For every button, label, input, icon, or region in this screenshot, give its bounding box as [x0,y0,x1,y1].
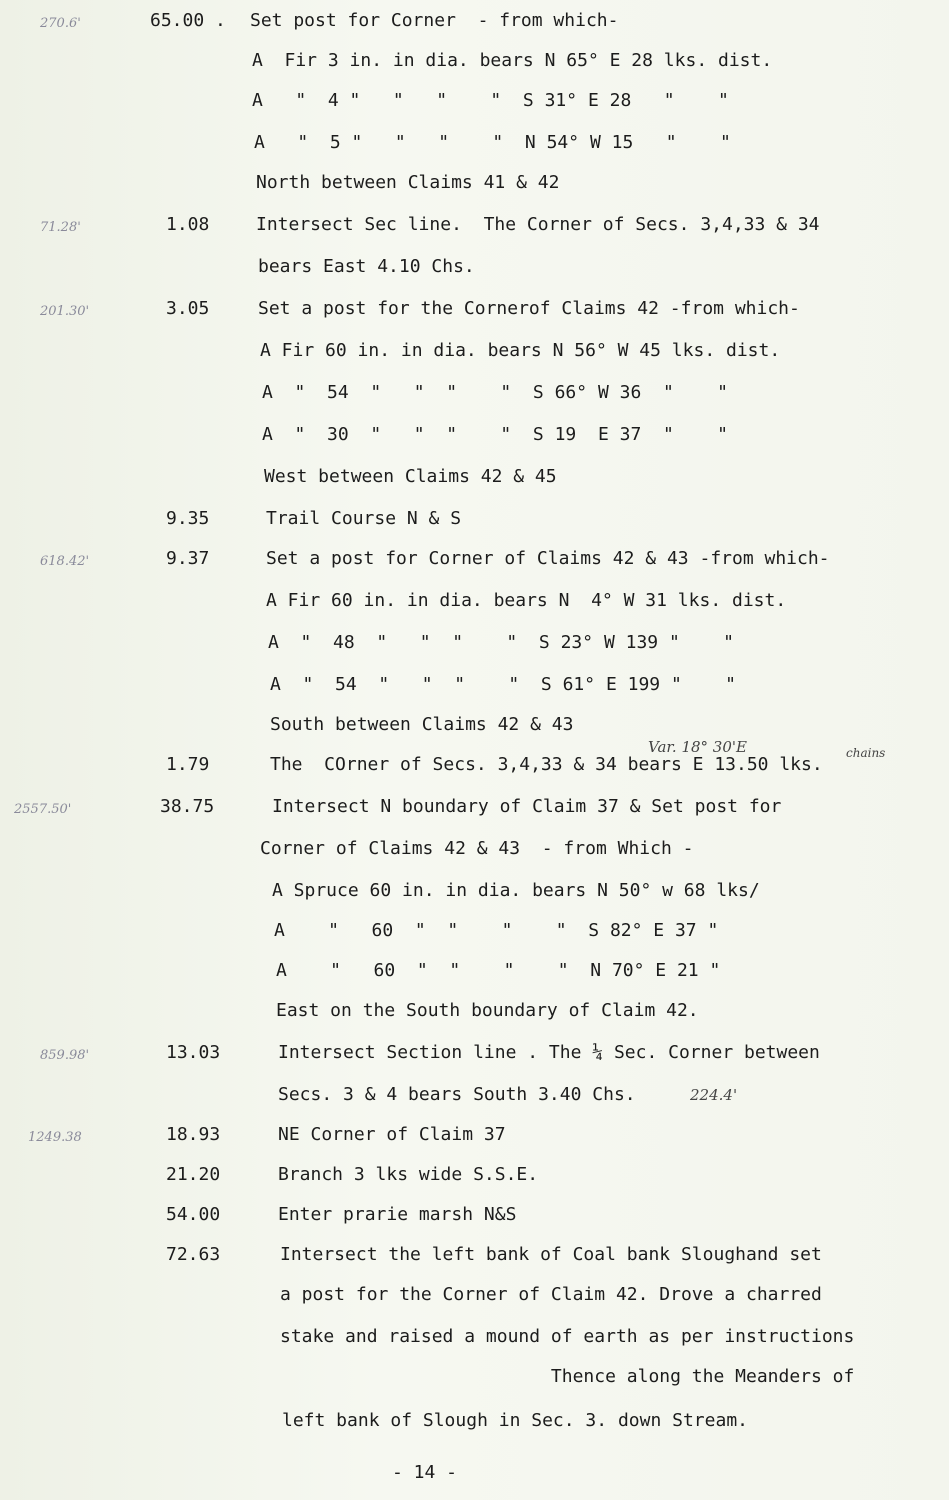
field-note-line: NE Corner of Claim 37 [278,1124,506,1145]
field-note-line: A " 30 " " " " S 19 E 37 " " [262,424,728,445]
distance-chains: 13.03 [166,1042,221,1063]
margin-annotation: 859.98' [40,1048,90,1063]
field-note-line: Secs. 3 & 4 bears South 3.40 Chs. [278,1084,636,1105]
field-note-line: stake and raised a mound of earth as per instructions [280,1326,855,1347]
field-note-line: South between Claims 42 & 43 [270,714,574,735]
field-note-line: Corner of Claims 42 & 43 - from Which - [260,838,694,859]
field-note-line: A " 48 " " " " S 23° W 139 " " [268,632,734,653]
distance-chains: 3.05 [166,298,210,319]
field-note-line: The COrner of Secs. 3,4,33 & 34 bears E 13.50 lks. [270,754,823,775]
field-note-line: Set a post for the Cornerof Claims 42 -from which- [258,298,800,319]
field-note-line: East on the South boundary of Claim 42. [276,1000,699,1021]
margin-annotation: 270.6' [40,16,81,31]
handwritten-note: Var. 18° 30'E [648,738,747,756]
distance-chains: 1.79 [166,754,210,775]
margin-annotation: 2557.50' [14,802,72,817]
distance-chains: 21.20 [166,1164,221,1185]
field-note-line: A " 54 " " " " S 66° W 36 " " [262,382,728,403]
page-number: - 14 - [392,1462,458,1483]
field-note-line: A " 4 " " " " S 31° E 28 " " [252,90,729,111]
margin-annotation: 201.30' [40,304,90,319]
distance-chains: 9.37 [166,548,210,569]
field-note-line: Intersect N boundary of Claim 37 & Set post for [272,796,782,817]
margin-annotation: 618.42' [40,554,90,569]
field-note-line: A Fir 60 in. in dia. bears N 4° W 31 lks. dist. [266,590,787,611]
field-note-line: bears East 4.10 Chs. [258,256,475,277]
field-note-line: Thence along the Meanders of [280,1366,855,1387]
field-note-line: Trail Course N & S [266,508,462,529]
field-note-line: Branch 3 lks wide S.S.E. [278,1164,539,1185]
field-note-line: North between Claims 41 & 42 [256,172,560,193]
field-note-line: Set post for Corner - from which- [250,10,619,31]
field-note-line: Enter prarie marsh N&S [278,1204,517,1225]
field-note-line: Intersect the left bank of Coal bank Sloughand set [280,1244,822,1265]
margin-annotation: 71.28' [40,220,81,235]
distance-chains: 18.93 [166,1124,221,1145]
field-note-line: Set a post for Corner of Claims 42 & 43 -from which- [266,548,830,569]
distance-chains: 1.08 [166,214,210,235]
field-note-line: A Fir 60 in. in dia. bears N 56° W 45 lks. dist. [260,340,781,361]
field-note-line: West between Claims 42 & 45 [264,466,557,487]
handwritten-note: 224.4' [690,1086,738,1104]
distance-chains: 9.35 [166,508,210,529]
field-note-line: A " 60 " " " " N 70° E 21 " [276,960,721,981]
field-note-line: A " 54 " " " " S 61° E 199 " " [270,674,736,695]
distance-chains: 38.75 [160,796,215,817]
field-note-line: A " 5 " " " " N 54° W 15 " " [254,132,731,153]
field-note-line: Intersect Section line . The ¼ Sec. Corner between [278,1042,820,1063]
distance-chains: 65.00 . [150,10,226,31]
field-note-line: A Spruce 60 in. in dia. bears N 50° w 68 lks/ [272,880,760,901]
field-note-line: a post for the Corner of Claim 42. Drove a charred [280,1284,822,1305]
field-note-line: Intersect Sec line. The Corner of Secs. 3,4,33 & 34 [256,214,820,235]
distance-chains: 54.00 [166,1204,221,1225]
distance-chains: 72.63 [166,1244,221,1265]
handwritten-note: chains [846,746,886,760]
field-note-line: A Fir 3 in. in dia. bears N 65° E 28 lks. dist. [252,50,773,71]
field-note-line: A " 60 " " " " S 82° E 37 " [274,920,719,941]
margin-annotation: 1249.38 [28,1130,82,1145]
field-note-line: left bank of Slough in Sec. 3. down Stream. [282,1410,748,1431]
